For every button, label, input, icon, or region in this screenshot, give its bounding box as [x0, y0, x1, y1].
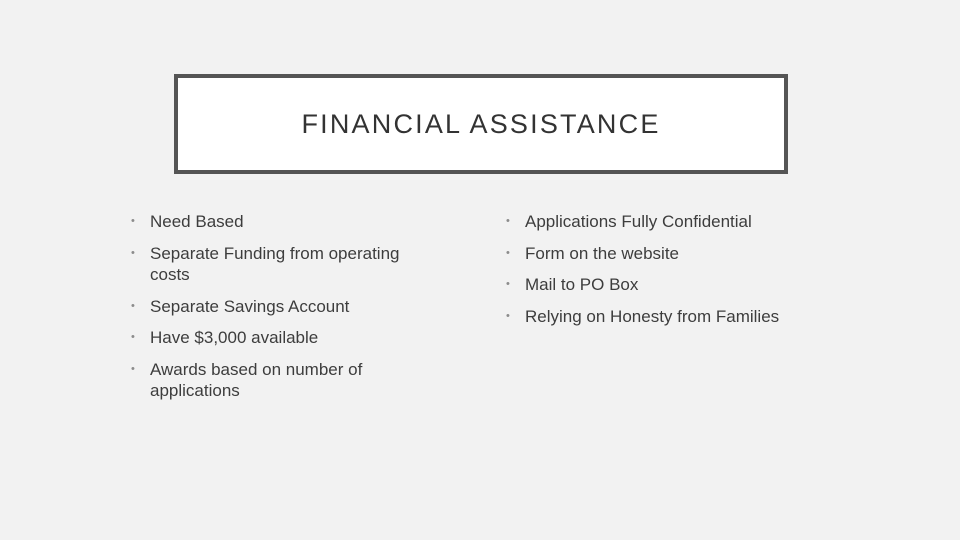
list-item-text: Mail to PO Box — [525, 275, 639, 294]
list-item — [130, 327, 430, 349]
list-item-text: Awards based on number of applications — [150, 359, 363, 400]
list-item-text: Have $3,000 available — [150, 328, 319, 347]
left-bullet-list — [130, 211, 430, 412]
bullet-icon: • — [131, 215, 135, 227]
right-bullet-list — [505, 211, 835, 337]
list-item-text: Relying on Honesty from Families — [525, 306, 780, 326]
bullet-icon: • — [131, 299, 135, 312]
bullet-icon: • — [506, 278, 510, 290]
list-item-text: Separate Savings Account — [150, 296, 350, 316]
list-item — [130, 243, 430, 286]
bullet-icon: • — [506, 246, 510, 259]
bullet-icon: • — [131, 331, 135, 343]
list-item — [505, 306, 835, 328]
list-item-text: Separate Funding from operating costs — [150, 243, 400, 284]
list-item — [505, 243, 835, 265]
list-item — [130, 296, 430, 318]
bullet-icon: • — [131, 246, 135, 259]
list-item — [505, 274, 835, 296]
list-item-text: Need Based — [150, 212, 244, 231]
slide-title: FINANCIAL ASSISTANCE — [301, 108, 661, 139]
bullet-icon: • — [506, 215, 510, 227]
list-item-text: Applications Fully Confidential — [525, 212, 752, 231]
list-item — [505, 211, 835, 233]
list-item — [130, 359, 430, 402]
bullet-icon: • — [131, 362, 135, 375]
list-item — [130, 211, 430, 233]
title-box — [174, 74, 788, 174]
bullet-icon: • — [506, 309, 510, 322]
list-item-text: Form on the website — [525, 243, 680, 263]
